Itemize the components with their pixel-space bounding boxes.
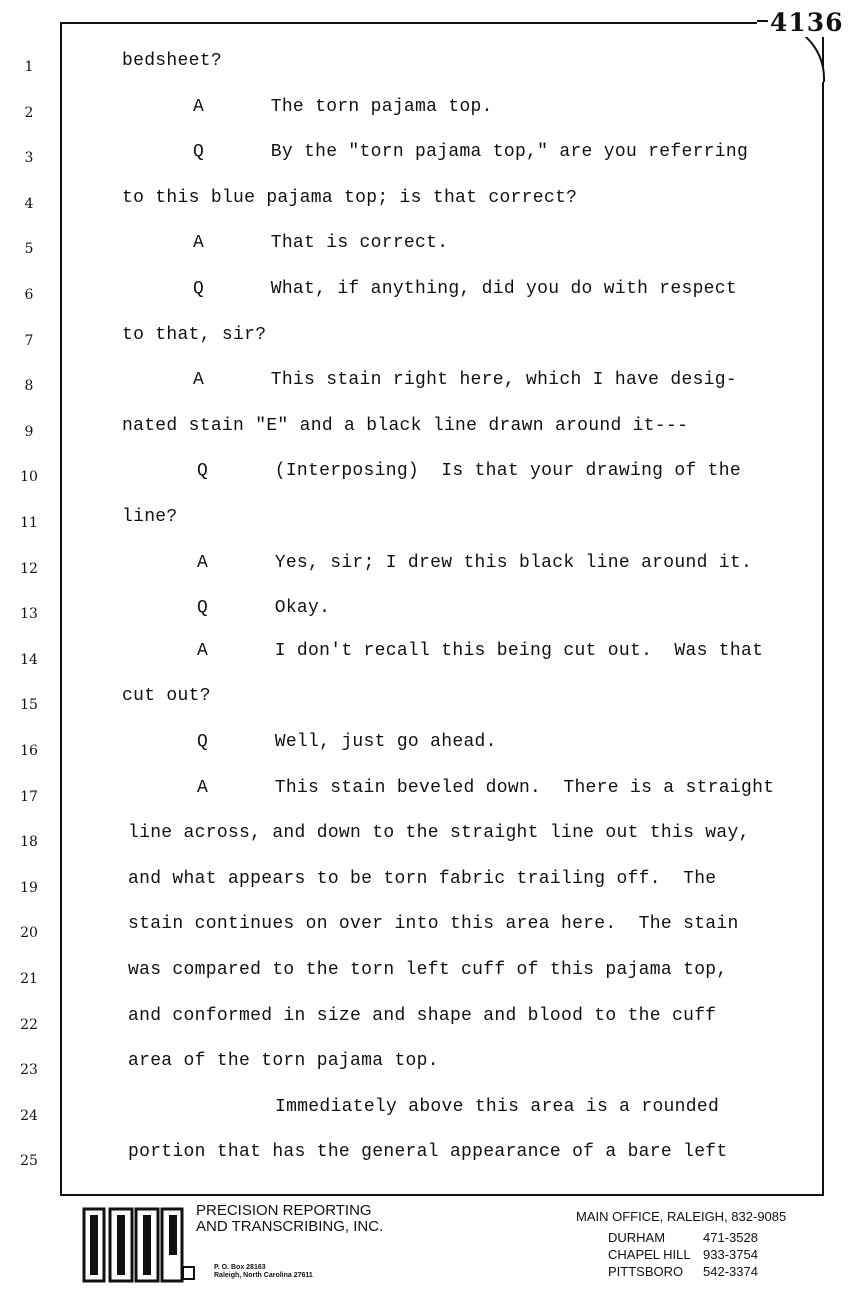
line-number: 7: [24, 332, 34, 349]
transcript-line: nated stain "E" and a black line drawn around it---: [122, 415, 689, 436]
transcript-line: Q By the "torn pajama top," are you referring: [193, 142, 749, 163]
transcript-line: A I don't recall this being cut out. Was that: [197, 640, 764, 661]
line-number: 15: [20, 697, 38, 714]
line-number: 16: [20, 743, 38, 759]
office-city: PITTSBORO: [608, 1264, 684, 1279]
transcript-line: A The torn pajama top.: [193, 96, 493, 117]
line-number: 4: [24, 195, 34, 212]
line-number: 18: [20, 834, 38, 851]
transcript-line: Q (Interposing) Is that your drawing of the: [197, 461, 741, 482]
line-number: 17: [20, 788, 38, 805]
transcript-line: A This stain right here, which I have desig-: [193, 370, 737, 391]
line-number: 10: [20, 469, 38, 486]
line-number: 24: [20, 1107, 38, 1124]
office-row: [608, 1247, 758, 1262]
firm-logo: [70, 1192, 195, 1285]
line-number: 13: [20, 606, 38, 623]
office-phone: 542-3374: [703, 1264, 758, 1279]
line-number: 21: [20, 971, 38, 987]
firm-name-line1: PRECISION REPORTING: [196, 1202, 372, 1219]
page-frame-top: [60, 22, 760, 24]
transcript-line: cut out?: [122, 686, 211, 707]
office-city: CHAPEL HILL: [608, 1247, 691, 1262]
transcript-line: and what appears to be torn fabric trailing off. The: [128, 868, 717, 889]
line-number: 5: [24, 241, 34, 258]
office-city: DURHAM: [608, 1230, 666, 1245]
line-number: 8: [24, 378, 34, 395]
transcript-line: was compared to the torn left cuff of this pajama top,: [128, 960, 728, 980]
line-number: 1: [24, 59, 34, 75]
line-number: 6: [24, 287, 34, 303]
firm-logo-text: P&T: [70, 1192, 99, 1210]
line-number: 19: [20, 879, 38, 896]
office-row: [608, 1264, 758, 1279]
transcript-line: to that, sir?: [122, 324, 267, 345]
main-office: MAIN OFFICE, RALEIGH, 832-9085: [576, 1209, 787, 1224]
transcript-line: to this blue pajama top; is that correct?: [122, 187, 578, 208]
line-number: 14: [20, 651, 38, 668]
line-number: 25: [20, 1153, 38, 1170]
line-number: 3: [24, 150, 34, 167]
firm-name: [196, 1203, 383, 1235]
transcript-line: Q Well, just go ahead.: [197, 732, 497, 752]
firm-address-line2: Raleigh, North Carolina 27611: [214, 1272, 313, 1279]
transcript-line: stain continues on over into this area here. The stain: [128, 914, 739, 935]
line-number: 22: [20, 1016, 38, 1033]
firm-address-line1: P. O. Box 28163: [214, 1264, 266, 1271]
transcript-line: Immediately above this area is a rounded: [275, 1096, 720, 1117]
line-number: 11: [20, 515, 38, 531]
transcript-line: line?: [122, 507, 178, 527]
transcript-line: A This stain beveled down. There is a straight: [197, 777, 775, 798]
page-number: 4136: [770, 8, 844, 37]
transcript-line: A That is correct.: [193, 233, 449, 254]
office-row: [608, 1230, 758, 1245]
line-number: 9: [24, 423, 34, 440]
transcript-line: and conformed in size and shape and blood to the cuff: [128, 1005, 717, 1026]
transcript-line: line across, and down to the straight line out this way,: [128, 823, 750, 844]
firm-address: [214, 1264, 313, 1280]
office-phone: 933-3754: [703, 1247, 758, 1262]
transcript-line: Q What, if anything, did you do with respect: [193, 279, 737, 299]
line-number: 2: [24, 104, 34, 121]
firm-name-line2: AND TRANSCRIBING, INC.: [196, 1218, 384, 1235]
transcript-line: A Yes, sir; I drew this black line around it.: [197, 552, 753, 573]
transcript-line: Q Okay.: [197, 598, 331, 619]
line-number: 12: [20, 560, 38, 577]
line-number: 23: [20, 1062, 38, 1079]
transcript-line: bedsheet?: [122, 51, 222, 71]
office-phone: 471-3528: [703, 1230, 758, 1245]
line-number: 20: [20, 925, 38, 942]
transcript-line: portion that has the general appearance of a bare left: [128, 1142, 728, 1163]
transcript-line: area of the torn pajama top.: [128, 1051, 439, 1072]
